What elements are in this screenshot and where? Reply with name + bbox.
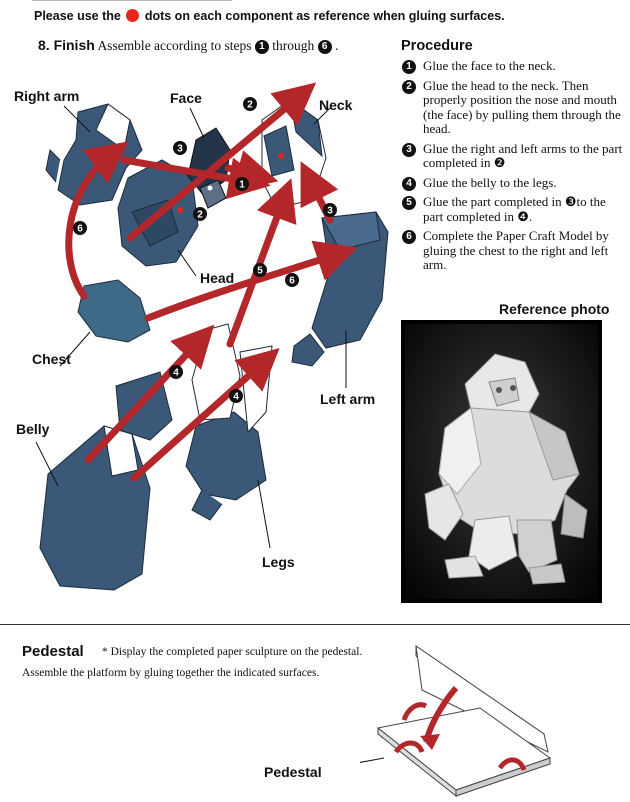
- procedure-number: 4: [402, 177, 416, 191]
- marker-1: [235, 177, 249, 191]
- top-rule: [32, 0, 232, 1]
- label-neck: Neck: [319, 97, 353, 113]
- marker-6-right: [285, 273, 299, 287]
- procedure-list: [401, 59, 625, 278]
- label-left-arm: Left arm: [320, 391, 376, 407]
- marker-2-top: [243, 97, 257, 111]
- svg-text:4: 4: [173, 367, 179, 379]
- procedure-text: Glue the part completed in ❸to the part completed in ❹.: [423, 194, 606, 224]
- marker-6-left: [73, 221, 87, 235]
- procedure-item: [401, 195, 625, 224]
- pedestal-title: Pedestal: [22, 643, 84, 660]
- step-from-number: 1: [255, 40, 269, 54]
- svg-text:2: 2: [197, 209, 203, 221]
- pedestal-diagram: [360, 640, 560, 800]
- marker-4-right: [229, 389, 243, 403]
- step-through: through: [272, 38, 315, 53]
- instruction-text-before: Please use the: [34, 9, 121, 23]
- step-text: Assemble according to steps: [97, 38, 252, 53]
- marker-2-head: [193, 207, 207, 221]
- step-to-number: 6: [318, 40, 332, 54]
- procedure-number: 1: [402, 60, 416, 74]
- paper-gorilla-photo: [405, 324, 598, 599]
- svg-text:2: 2: [247, 99, 253, 111]
- procedure-item: [401, 79, 625, 137]
- left-arm-part: [292, 212, 388, 366]
- procedure-number: 2: [402, 80, 416, 94]
- label-belly: Belly: [16, 421, 50, 437]
- marker-4-left: [169, 365, 183, 379]
- procedure-text: Complete the Paper Craft Model by gluing the chest to the right and left arm.: [423, 228, 609, 272]
- label-legs: Legs: [262, 554, 295, 570]
- reference-photo-title: Reference photo: [499, 301, 610, 317]
- instruction-text-after: dots on each component as reference when gluing surfaces.: [144, 9, 505, 23]
- procedure-number: 3: [402, 143, 416, 157]
- procedure-title: Procedure: [401, 38, 473, 54]
- svg-text:3: 3: [177, 143, 183, 155]
- procedure-text: Glue the head to the neck. Then properly position the nose and mouth (the face) by pulling them through the head.: [423, 77, 621, 136]
- marker-5: [253, 263, 267, 277]
- procedure-text: Glue the right and left arms to the part completed in ❷: [423, 140, 623, 170]
- procedure-number: 5: [402, 196, 416, 210]
- step-end: .: [335, 38, 339, 53]
- arrow-1-face: [228, 168, 258, 176]
- pedestal-instructions: Assemble the platform by gluing together the indicated surfaces.: [22, 667, 320, 679]
- svg-text:4: 4: [233, 391, 239, 403]
- svg-text:5: 5: [257, 265, 263, 277]
- procedure-text: Glue the face to the neck.: [423, 58, 556, 73]
- svg-text:3: 3: [327, 205, 333, 217]
- label-chest: Chest: [32, 351, 71, 367]
- step-title: 8. Finish: [38, 37, 95, 53]
- procedure-item: [401, 229, 625, 273]
- procedure-item: [401, 176, 625, 191]
- procedure-text: Glue the belly to the legs.: [423, 174, 557, 190]
- procedure-item: [401, 59, 625, 74]
- belly-part: [40, 372, 172, 590]
- assembly-diagram: [0, 60, 400, 625]
- procedure-item: [401, 142, 625, 171]
- section-divider: [0, 624, 630, 625]
- reference-photo: [401, 320, 602, 603]
- label-right-arm: Right arm: [14, 88, 80, 104]
- pedestal-label: Pedestal: [264, 764, 322, 780]
- label-head: Head: [200, 270, 235, 286]
- procedure-number: 6: [402, 230, 416, 244]
- glue-instruction: [34, 9, 505, 23]
- step-heading: [38, 37, 338, 54]
- svg-text:1: 1: [239, 179, 245, 191]
- red-dot-icon: [126, 9, 139, 22]
- pedestal-note: * Display the completed paper sculpture on the pedestal.: [102, 646, 363, 658]
- marker-3-right: [173, 141, 187, 155]
- label-face: Face: [170, 90, 202, 106]
- arrow-4-belly-left: [88, 340, 200, 460]
- marker-3-left: [323, 203, 337, 217]
- svg-text:6: 6: [289, 275, 295, 287]
- svg-text:6: 6: [77, 223, 83, 235]
